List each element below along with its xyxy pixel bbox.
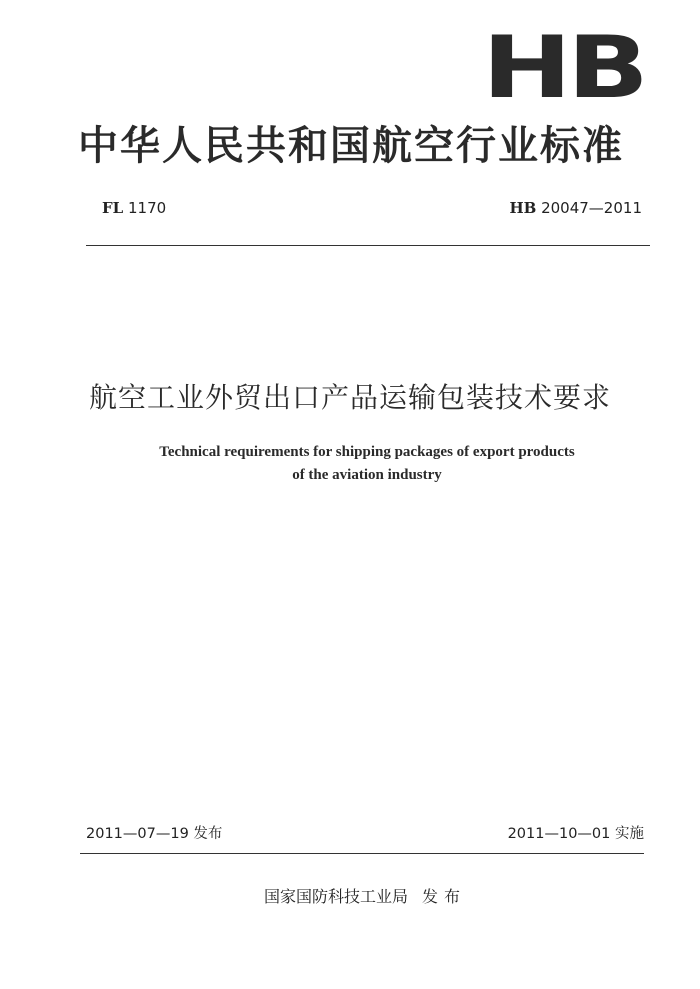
issuer-name: 国家国防科技工业局 — [263, 887, 408, 906]
authority-title: 中华人民共和国航空行业标准 — [78, 123, 624, 169]
english-title-line-1: Technical requirements for shipping packages of export products — [159, 444, 575, 460]
standard-code: 20047—2011 — [541, 199, 642, 217]
english-title-line-2: of the aviation industry — [292, 467, 442, 483]
standard-number — [509, 198, 642, 218]
english-title — [0, 441, 700, 487]
footer-divider — [80, 853, 644, 854]
hb-logo: HB — [482, 18, 644, 118]
classification-prefix: FL — [102, 199, 124, 217]
issuer — [0, 886, 700, 908]
implementation-date: 2011—10—01 实施 — [507, 826, 644, 842]
chinese-title: 航空工业外贸出口产品运输包装技术要求 — [88, 381, 611, 414]
issue-date: 2011—07—19 发布 — [86, 826, 223, 842]
standard-prefix: HB — [509, 199, 537, 217]
classification-number: 1170 — [127, 199, 167, 217]
classification-code — [102, 198, 166, 218]
issuer-suffix: 发布 — [422, 887, 467, 906]
header-divider — [86, 245, 650, 246]
